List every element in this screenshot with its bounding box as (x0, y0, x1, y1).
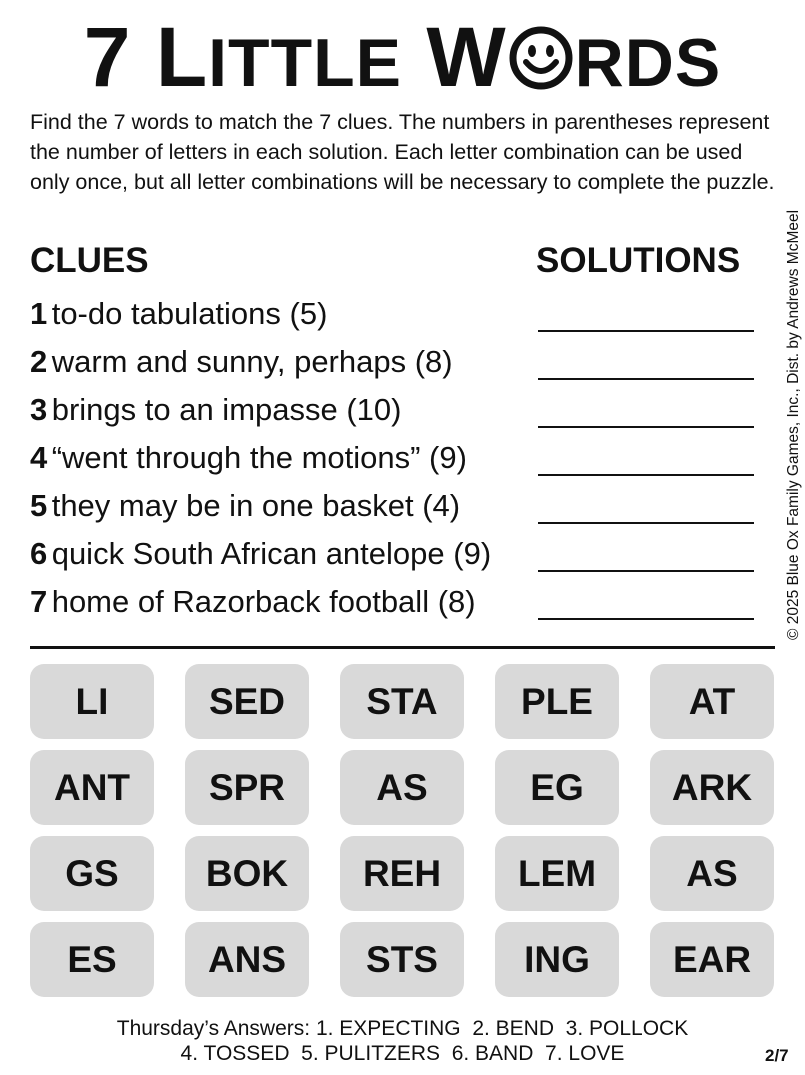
letter-tile[interactable]: PLE (495, 664, 619, 739)
solution-blank[interactable] (538, 570, 754, 572)
clue-text: “went through the motions” (9) (51, 440, 467, 475)
clue-number: 4 (30, 440, 48, 475)
clue-number: 6 (30, 536, 48, 571)
clue-text: warm and sunny, perhaps (8) (51, 344, 453, 379)
letter-tile[interactable]: AT (650, 664, 774, 739)
letter-tile[interactable]: AS (340, 750, 464, 825)
page-number: 2/7 (765, 1046, 789, 1065)
clue-text: brings to an impasse (10) (51, 392, 402, 427)
solution-blank[interactable] (538, 378, 754, 380)
letter-tile[interactable]: EAR (650, 922, 774, 997)
clue-number: 7 (30, 584, 48, 619)
clue-text: quick South African antelope (9) (51, 536, 492, 571)
clue-number: 2 (30, 344, 48, 379)
letter-tile[interactable]: BOK (185, 836, 309, 911)
letter-tile[interactable]: SPR (185, 750, 309, 825)
clue-number: 3 (30, 392, 48, 427)
letter-tile[interactable]: GS (30, 836, 154, 911)
letter-tile[interactable]: ES (30, 922, 154, 997)
solutions-heading: SOLUTIONS (536, 241, 741, 280)
letter-tile[interactable]: ING (495, 922, 619, 997)
clue-number: 5 (30, 488, 48, 523)
title-words-cap: W (426, 10, 507, 104)
clue-row (30, 390, 755, 430)
title-words (426, 10, 721, 104)
letter-tile[interactable]: SED (185, 664, 309, 739)
solution-blank[interactable] (538, 426, 754, 428)
letter-tile[interactable]: REH (340, 836, 464, 911)
instructions-text: Find the 7 words to match the 7 clues. The numbers in parentheses represent the number of letters in each solution. Each letter combination can be used only once, but all letter combinations will be necessary to complete the puzzle. (30, 110, 775, 194)
clues-heading: CLUES (30, 241, 149, 280)
letter-tile[interactable]: STS (340, 922, 464, 997)
clue-row (30, 486, 755, 526)
letter-tile[interactable]: LI (30, 664, 154, 739)
letter-tile[interactable]: AS (650, 836, 774, 911)
answers-line-2: 4. TOSSED 5. PULITZERS 6. BAND 7. LOVE (180, 1042, 625, 1065)
clue-row (30, 294, 755, 334)
solution-blank[interactable] (538, 474, 754, 476)
letter-tile[interactable]: ANT (30, 750, 154, 825)
clue-text: home of Razorback football (8) (51, 584, 476, 619)
copyright-notice: © 2025 Blue Ox Family Games, Inc., Dist. by Andrews McMeel (785, 209, 802, 640)
title-little (156, 10, 402, 104)
title-number: 7 (83, 10, 132, 104)
clue-row (30, 438, 755, 478)
clue-text: to-do tabulations (5) (51, 296, 328, 331)
letter-tile[interactable]: ANS (185, 922, 309, 997)
clue-row (30, 582, 755, 622)
previous-answers (0, 1016, 805, 1066)
clue-text: they may be in one basket (4) (51, 488, 461, 523)
solution-blank[interactable] (538, 330, 754, 332)
letter-tile[interactable]: STA (340, 664, 464, 739)
title-words-rest: RDS (574, 25, 722, 101)
section-divider (30, 646, 775, 649)
letter-tile[interactable]: EG (495, 750, 619, 825)
smiley-face-icon (509, 26, 573, 90)
solution-blank[interactable] (538, 618, 754, 620)
clue-row (30, 342, 755, 382)
letter-tile[interactable]: LEM (495, 836, 619, 911)
puzzle-title (0, 12, 805, 108)
title-little-rest: ITTLE (208, 25, 402, 101)
solution-blank[interactable] (538, 522, 754, 524)
answers-line-1: Thursday’s Answers: 1. EXPECTING 2. BEND 3. POLLOCK (116, 1017, 689, 1040)
title-little-cap: L (155, 10, 209, 104)
clue-row (30, 534, 755, 574)
letter-tile[interactable]: ARK (650, 750, 774, 825)
clue-number: 1 (30, 296, 48, 331)
